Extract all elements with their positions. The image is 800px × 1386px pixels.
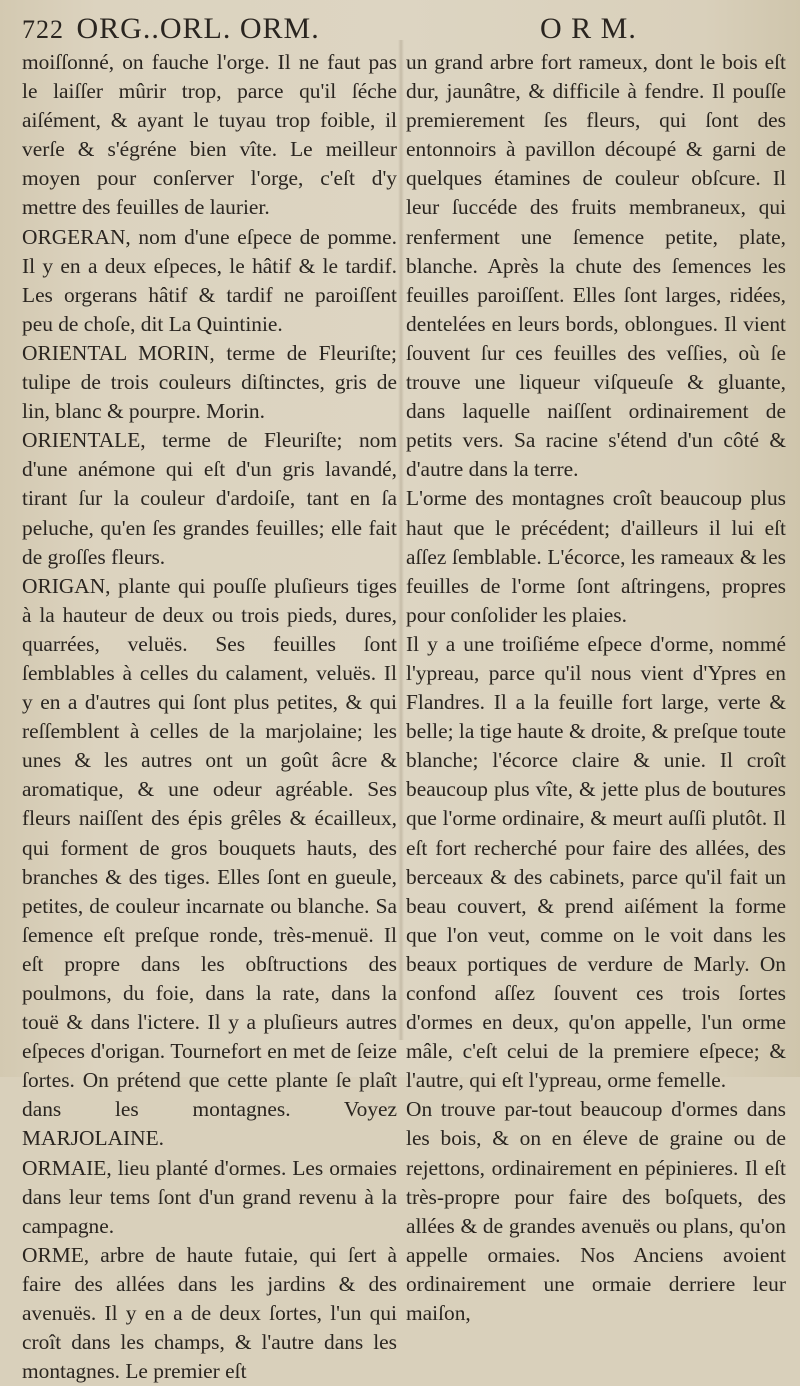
entry-paragraph: L'orme des montagnes croît beaucoup plus haut que le précédent; d'ailleurs il lui eſt aſſez ſemblable. L'écorce, les rameaux & les feuilles de l'orme ſont aſtringens, propres pour conſolider les plaies. bbox=[406, 486, 786, 627]
entry-paragraph: Il y a une troiſiéme eſpece d'orme, nommé l'ypreau, parce qu'il nous vient d'Ypres en Flandres. Il a la feuille fort large, verte & belle; la tige haute & droite, & preſque toute blanche; l'écorce claire & unie. Il croît beaucoup plus vîte, & jette plus de boutures que l'orme ordinaire, & meurt auſſi plutôt. Il eſt fort recherché pour faire des allées, des berceaux & des cabinets, parce qu'il fait un beau couvert, & prend aiſément la forme que l'on veut, comme on le voit dans les beaux portiques de verdure de Marly. On confond aſſez ſouvent ces trois ſortes d'ormes en deux, qu'on appelle, l'un orme mâle, c'eſt celui de la premiere eſpece; & l'autre, qui eſt l'ypreau, orme femelle. bbox=[406, 631, 786, 1093]
left-header bbox=[22, 12, 320, 46]
entry-paragraph: ORIGAN, plante qui pouſſe pluſieurs tiges à la hauteur de deux ou trois pieds, dures, quarrées, veluës. Ses feuilles ſont ſemblables à celles du calament, veluës. Il y en a d'autres qui ſont plus petites, & qui reſſemblent à celles de la marjolaine; les unes & les autres ont un goût âcre & aromatique, & une odeur agréable. Ses fleurs naiſſent des épis grêles & écailleux, qui forment de gros bouquets hauts, des branches & des tiges. Elles ſont en gueule, petites, de couleur incarnate ou blanche. Sa ſemence eſt preſque ronde, très-menuë. Il eſt propre dans les obſtructions des poulmons, du foie, dans la rate, dans la touë & dans l'ictere. Il y a pluſieurs autres eſpeces d'origan. Tournefort en met de ſeize ſortes. On prétend que cette plante ſe plaît dans les montagnes. Voyez MARJOLAINE. bbox=[22, 573, 397, 1151]
right-running-head: O R M. bbox=[540, 12, 637, 45]
entry-paragraph: ORME, arbre de haute futaie, qui ſert à faire des allées dans les jardins & des avenuës. Il y en a de deux ſortes, l'un qui croît dans les champs, & l'autre dans les montagnes. Le premier eſt bbox=[22, 1242, 397, 1384]
entry-paragraph: ORMAIE, lieu planté d'ormes. Les ormaies dans leur tems ſont d'un grand revenu à la campagne. bbox=[22, 1155, 397, 1238]
entry-paragraph: un grand arbre fort rameux, dont le bois eſt dur, jaunâtre, & difficile à fendre. Il pouſſe premierement ſes fleurs, qui ſont des entonnoirs à pavillon découpé & garni de quelques étamines de couleur obſcure. Il leur ſuccéde des fruits membraneux, qui renferment une ſemence petite, plate, blanche. Après la chute des ſemences les feuilles paroiſſent. Elles ſont larges, ridées, dentelées en leurs bords, oblongues. Il vient ſouvent ſur ces feuilles des veſſies, où ſe trouve une liqueur viſqueuſe & gluante, dans laquelle naiſſent ordinairement de petits vers. Sa racine s'étend d'un côté & d'autre dans la terre. bbox=[406, 50, 786, 482]
entry-paragraph: ORGERAN, nom d'une eſpece de pomme. Il y en a deux eſpeces, le hâtif & le tardif. Les orgerans hâtif & tardif ne paroiſſent peu de choſe, dit La Quintinie. bbox=[22, 224, 397, 336]
left-running-head: ORG..ORL. ORM. bbox=[76, 12, 320, 45]
entry-paragraph: On trouve par-tout beaucoup d'ormes dans les bois, & on en éleve de graine ou de rejettons, ordinairement en pépinieres. Il eſt très-propre pour faire des boſquets, des allées & de grandes avenuës ou plans, qu'on appelle ormaies. Nos Anciens avoient ordinairement une ormaie derriere leur maiſon, bbox=[406, 1097, 786, 1326]
entry-paragraph: ORIENTALE, terme de Fleuriſte; nom d'une anémone qui eſt d'un gris lavandé, tirant ſur la couleur d'ardoiſe, tant en ſa peluche, qu'en ſes grandes feuilles; elle fait de groſſes fleurs. bbox=[22, 428, 397, 569]
entry-paragraph: ORIENTAL MORIN, terme de Fleuriſte; tulipe de trois couleurs diſtinctes, gris de lin, blanc & pourpre. Morin. bbox=[22, 340, 397, 424]
left-column bbox=[22, 48, 397, 1386]
column-gutter bbox=[398, 40, 404, 1040]
page-number: 722 bbox=[22, 15, 64, 44]
right-column bbox=[406, 48, 786, 1328]
entry-paragraph: moiſſonné, on fauche l'orge. Il ne faut pas le laiſſer mûrir trop, parce qu'il ſéche aiſément, & ayant le tuyau trop foible, il verſe & s'égréne bien vîte. Le meilleur moyen pour conſerver l'orge, c'eſt d'y mettre des feuilles de laurier. bbox=[22, 50, 397, 220]
